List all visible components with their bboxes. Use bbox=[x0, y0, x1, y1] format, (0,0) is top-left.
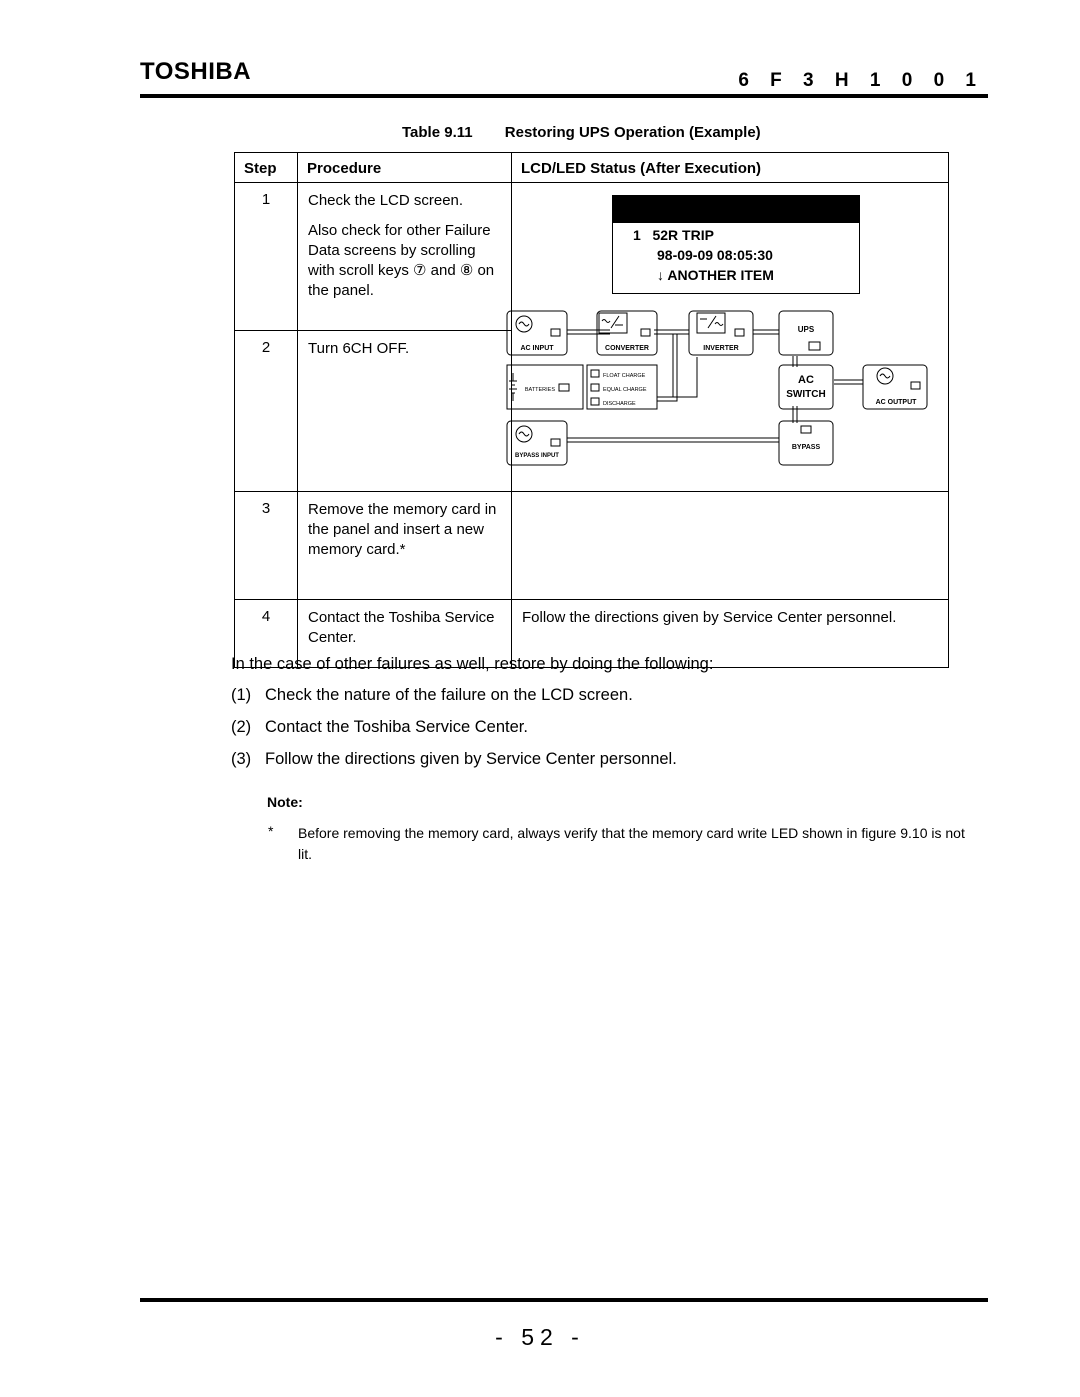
procedure-text: Remove the memory card in the panel and insert a new memory card.* bbox=[298, 492, 512, 600]
line-converter-batteries bbox=[657, 334, 673, 397]
equal-charge-led bbox=[591, 384, 599, 391]
step-number: 3 bbox=[235, 492, 298, 600]
status-text bbox=[512, 492, 949, 600]
step-num: (1) bbox=[231, 686, 252, 704]
procedure-extra-text: Also check for other Failure Data screens by scrolling with scroll keys ⑦ and ⑧ on the panel. bbox=[308, 222, 495, 299]
ac-input-label: AC INPUT bbox=[520, 345, 554, 352]
procedure-cell bbox=[298, 183, 512, 331]
bypass-led bbox=[801, 426, 811, 433]
restore-step-3 bbox=[231, 750, 677, 769]
lcd-timestamp: 98-09-09 08:05:30 bbox=[657, 247, 773, 263]
procedure-text: Contact the Toshiba Service Center. bbox=[298, 600, 512, 668]
ups-mimic-panel bbox=[487, 185, 948, 479]
ac-output-led bbox=[911, 382, 920, 389]
inverter-symbol bbox=[700, 316, 723, 328]
status-text: Follow the directions given by Service Center personnel. bbox=[512, 600, 949, 668]
inverter-led bbox=[735, 329, 744, 336]
ac-input-led bbox=[551, 329, 560, 336]
battery-icon bbox=[509, 373, 517, 401]
converter-label: CONVERTER bbox=[605, 345, 649, 352]
table-caption bbox=[402, 124, 761, 141]
footer-rule bbox=[140, 1298, 988, 1302]
table-caption-label: Table 9.11 bbox=[402, 124, 473, 141]
step-num: (2) bbox=[231, 718, 252, 736]
document-number: 6 F 3 H 1 0 0 1 bbox=[738, 70, 984, 91]
toshiba-logo: TOSHIBA bbox=[140, 58, 252, 85]
ac-switch-label-2: SWITCH bbox=[786, 389, 826, 400]
restore-step-2 bbox=[231, 718, 528, 737]
bypass-input-led bbox=[551, 439, 560, 446]
step-number: 4 bbox=[235, 600, 298, 668]
restore-step-1 bbox=[231, 686, 633, 705]
procedure-text: Check the LCD screen. bbox=[308, 192, 464, 209]
converter-led bbox=[641, 329, 650, 336]
bypass-box bbox=[779, 421, 833, 465]
ups-status-figure bbox=[487, 185, 948, 479]
discharge-label: DISCHARGE bbox=[603, 401, 636, 407]
bypass-label: BYPASS bbox=[791, 444, 821, 451]
step-text: Contact the Toshiba Service Center. bbox=[265, 718, 528, 736]
sine-icon bbox=[880, 374, 890, 378]
header-procedure: Procedure bbox=[298, 153, 512, 183]
line-converter-batteries-2 bbox=[657, 334, 677, 401]
step-text: Check the nature of the failure on the LCD screen. bbox=[265, 686, 633, 704]
batteries-led bbox=[559, 384, 569, 391]
sine-icon bbox=[519, 432, 529, 436]
header-status: LCD/LED Status (After Execution) bbox=[512, 153, 949, 183]
note-asterisk: * bbox=[268, 823, 274, 839]
bypass-input-label: BYPASS INPUT bbox=[515, 453, 559, 459]
converter-symbol bbox=[602, 316, 623, 328]
table-caption-title: Restoring UPS Operation (Example) bbox=[504, 124, 761, 141]
restore-intro: In the case of other failures as well, restore by doing the following: bbox=[231, 655, 714, 673]
ac-switch-label-1: AC bbox=[798, 374, 814, 386]
step-number: 1 bbox=[235, 183, 298, 331]
equal-charge-label: EQUAL CHARGE bbox=[603, 387, 647, 393]
procedure-text: Turn 6CH OFF. bbox=[298, 331, 512, 492]
table-header-row bbox=[235, 153, 949, 183]
float-charge-led bbox=[591, 370, 599, 377]
ac-switch-box bbox=[779, 365, 833, 409]
sine-icon bbox=[519, 322, 529, 326]
header-rule bbox=[140, 94, 988, 98]
page-number: - 52 - bbox=[495, 1324, 585, 1350]
ups-label: UPS bbox=[797, 325, 815, 334]
inverter-label: INVERTER bbox=[703, 345, 739, 352]
batteries-label: BATTERIES bbox=[524, 387, 555, 393]
float-charge-label: FLOAT CHARGE bbox=[603, 373, 646, 379]
note-label: Note: bbox=[267, 794, 303, 810]
lcd-trip-line: 1 52R TRIP bbox=[633, 227, 714, 243]
step-text: Follow the directions given by Service Center personnel. bbox=[265, 750, 677, 768]
step-number: 2 bbox=[235, 331, 298, 492]
ac-output-label: AC OUTPUT bbox=[875, 399, 917, 406]
ups-led bbox=[809, 342, 820, 350]
note-text: Before removing the memory card, always verify that the memory card write LED shown in figure 9.10 is not lit. bbox=[298, 825, 965, 862]
step-num: (3) bbox=[231, 750, 252, 768]
discharge-led bbox=[591, 398, 599, 405]
table-row bbox=[235, 492, 949, 600]
header-step: Step bbox=[235, 153, 298, 183]
lcd-another-item: ↓ ANOTHER ITEM bbox=[657, 267, 774, 283]
